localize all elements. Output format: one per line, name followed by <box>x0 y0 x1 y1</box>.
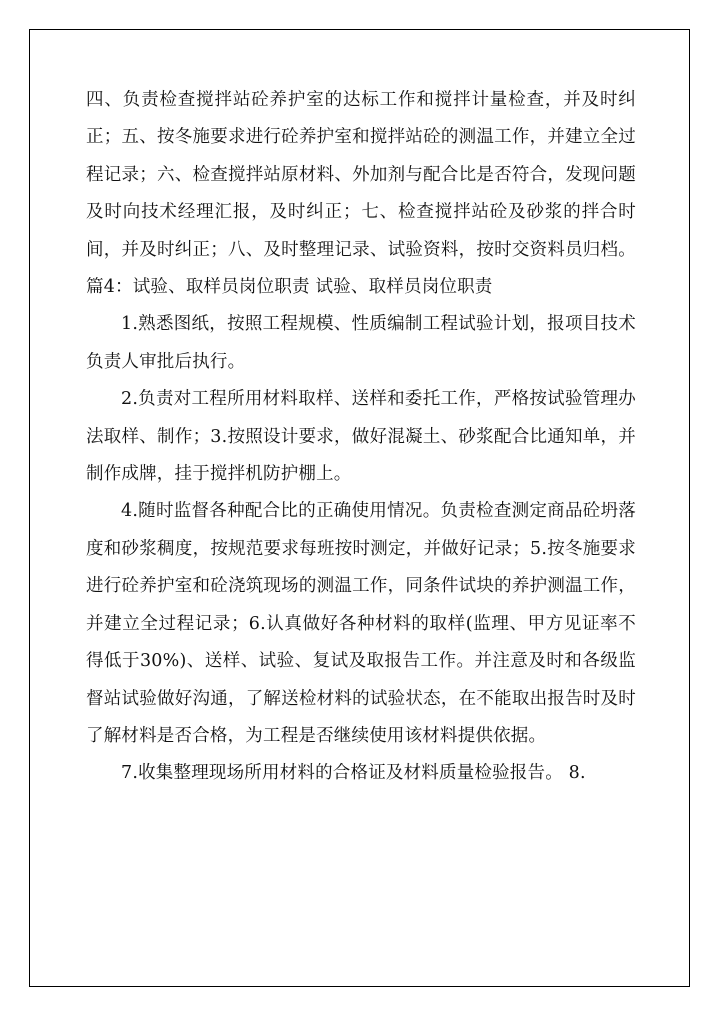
paragraph-item-2-3: 2.负责对工程所用材料取样、送样和委托工作，严格按试验管理办法取样、制作；3.按照设计要求，做好混凝土、砂浆配合比通知单，并制作成牌，挂于搅拌机防护棚上。 <box>86 389 636 485</box>
paragraph-duties-list: 四、负责检查搅拌站砼养护室的达标工作和搅拌计量检查，并及时纠正；五、按冬施要求进行砼养护室和搅拌站砼的测温工作，并建立全过程记录；六、检查搅拌站原材料、外加剂与配合比是否符合，发现问题及时向技术经理汇报，及时纠正；七、检查搅拌站砼及砂浆的拌合时间，并及时纠正；八、及时整理记录、试验资料，按时交资料员归档。篇4：试验、取样员岗位职责 试验、取样员岗位职责 <box>86 90 636 298</box>
document-body <box>86 82 636 793</box>
paragraph-item-1: 1.熟悉图纸，按照工程规模、性质编制工程试验计划，报项目技术负责人审批后执行。 <box>86 314 636 372</box>
paragraph-item-4-6: 4.随时监督各种配合比的正确使用情况。负责检查测定商品砼坍落度和砂浆稠度，按规范要求每班按时测定，并做好记录；5.按冬施要求进行砼养护室和砼浇筑现场的测温工作，同条件试块的养护测温工作，并建立全过程记录；6.认真做好各种材料的取样(监理、甲方见证率不得低于30%)、送样、试验、复试及取报告工作。并注意及时和各级监督站试验做好沟通，了解送检材料的试验状态，在不能取出报告时及时了解材料是否合格，为工程是否继续使用该材料提供依据。 <box>86 501 636 746</box>
paragraph-item-7-8: 7.收集整理现场所用材料的合格证及材料质量检验报告。 8. <box>121 763 586 784</box>
